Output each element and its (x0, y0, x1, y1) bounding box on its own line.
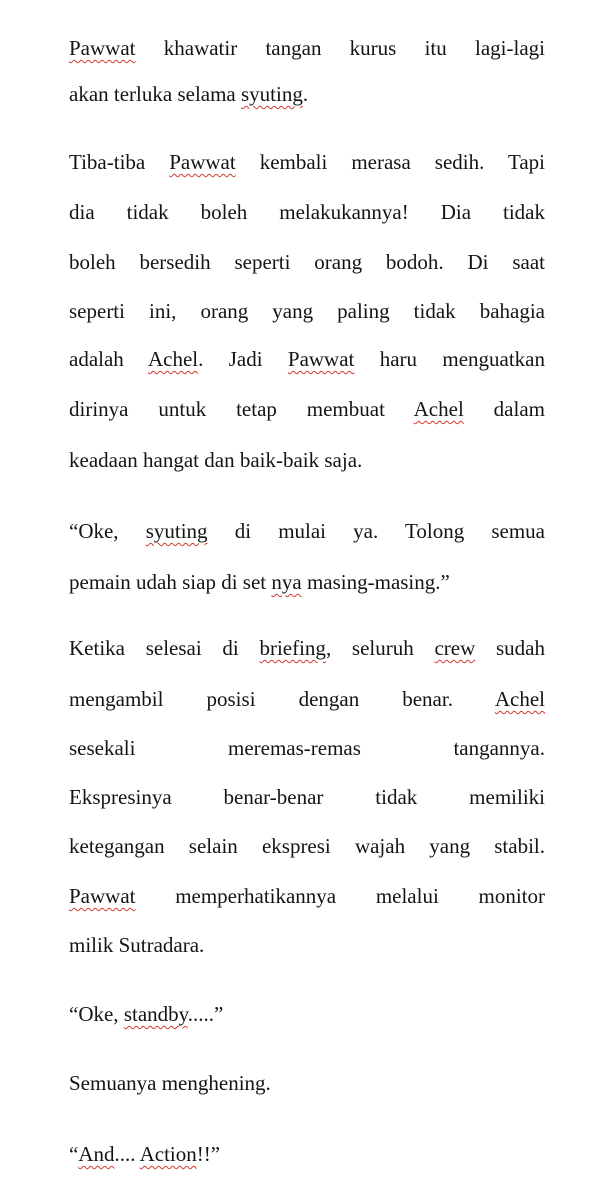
text-line (69, 832, 545, 860)
text-run: pemain udah siap di set (69, 570, 272, 594)
text-line (69, 345, 545, 373)
misspelled-word: Achel (494, 687, 545, 711)
misspelled-word: Pawwat (69, 36, 136, 60)
text-run: adalah (69, 347, 148, 371)
text-run: memperhatikannya melalui monitor (135, 884, 545, 908)
text-run: , seluruh (325, 636, 435, 660)
text-run: khawatir tangan kurus itu lagi-lagi (135, 36, 545, 60)
text-line (69, 634, 545, 662)
text-run: . Jadi (198, 347, 288, 371)
text-run: sesekali meremas-remas tangannya. (69, 736, 545, 760)
misspelled-word: syuting (145, 519, 208, 543)
misspelled-word: crew (434, 636, 476, 660)
text-line (69, 395, 545, 423)
text-run: .... (114, 1142, 136, 1166)
text-run: masing-masing.” (301, 570, 450, 594)
text-run: kembali merasa sedih. Tapi (235, 150, 545, 174)
text-run: Ekspresinya benar-benar tidak memiliki (69, 785, 545, 809)
misspelled-word: briefing (259, 636, 326, 660)
text-line (69, 80, 545, 108)
text-run: dia tidak boleh melakukannya! Dia tidak (69, 200, 545, 224)
text-line (69, 931, 545, 959)
text-run: dirinya untuk tetap membuat (69, 397, 414, 421)
text-line (69, 198, 545, 226)
text-line (69, 568, 545, 596)
misspelled-word: syuting (241, 82, 303, 106)
misspelled-word: standby (123, 1002, 188, 1026)
text-line (69, 517, 545, 545)
text-run: di mulai ya. Tolong semua (207, 519, 545, 543)
text-run: Tiba-tiba (69, 150, 170, 174)
text-run: .....” (187, 1002, 224, 1026)
text-line (69, 783, 545, 811)
text-line (69, 248, 545, 276)
text-run: dalam (463, 397, 545, 421)
misspelled-word: Pawwat (169, 150, 236, 174)
text-line (69, 734, 545, 762)
text-run: boleh bersedih seperti orang bodoh. Di saat (69, 250, 545, 274)
misspelled-word: Pawwat (69, 884, 136, 908)
text-run: !!” (196, 1142, 221, 1166)
text-line (69, 297, 545, 325)
text-run: sudah (475, 636, 545, 660)
text-run: . (302, 82, 309, 106)
text-run: milik Sutradara. (69, 933, 205, 957)
text-line (69, 882, 545, 910)
text-line (69, 34, 545, 62)
text-run: “Oke, (69, 1002, 124, 1026)
text-line (69, 1140, 545, 1168)
text-run: haru menguatkan (354, 347, 546, 371)
misspelled-word: Achel (147, 347, 199, 371)
text-run: mengambil posisi dengan benar. (69, 687, 495, 711)
text-run: akan terluka selama (69, 82, 241, 106)
misspelled-word: Achel (413, 397, 464, 421)
text-run: “ (69, 1142, 79, 1166)
text-run: seperti ini, orang yang paling tidak bahagia (69, 299, 545, 323)
text-run: “Oke, (69, 519, 146, 543)
text-line (69, 1000, 545, 1028)
text-run: Ketika selesai di (69, 636, 260, 660)
misspelled-word: Action (139, 1142, 197, 1166)
misspelled-word: Pawwat (287, 347, 355, 371)
text-line (69, 446, 545, 474)
text-run: Semuanya menghening. (69, 1071, 271, 1095)
text-line (69, 1069, 545, 1097)
misspelled-word: And (78, 1142, 115, 1166)
text-run: ketegangan selain ekspresi wajah yang stabil. (69, 834, 545, 858)
text-run: keadaan hangat dan baik-baik saja. (69, 448, 363, 472)
misspelled-word: nya (271, 570, 302, 594)
text-line (69, 685, 545, 713)
text-line (69, 148, 545, 176)
